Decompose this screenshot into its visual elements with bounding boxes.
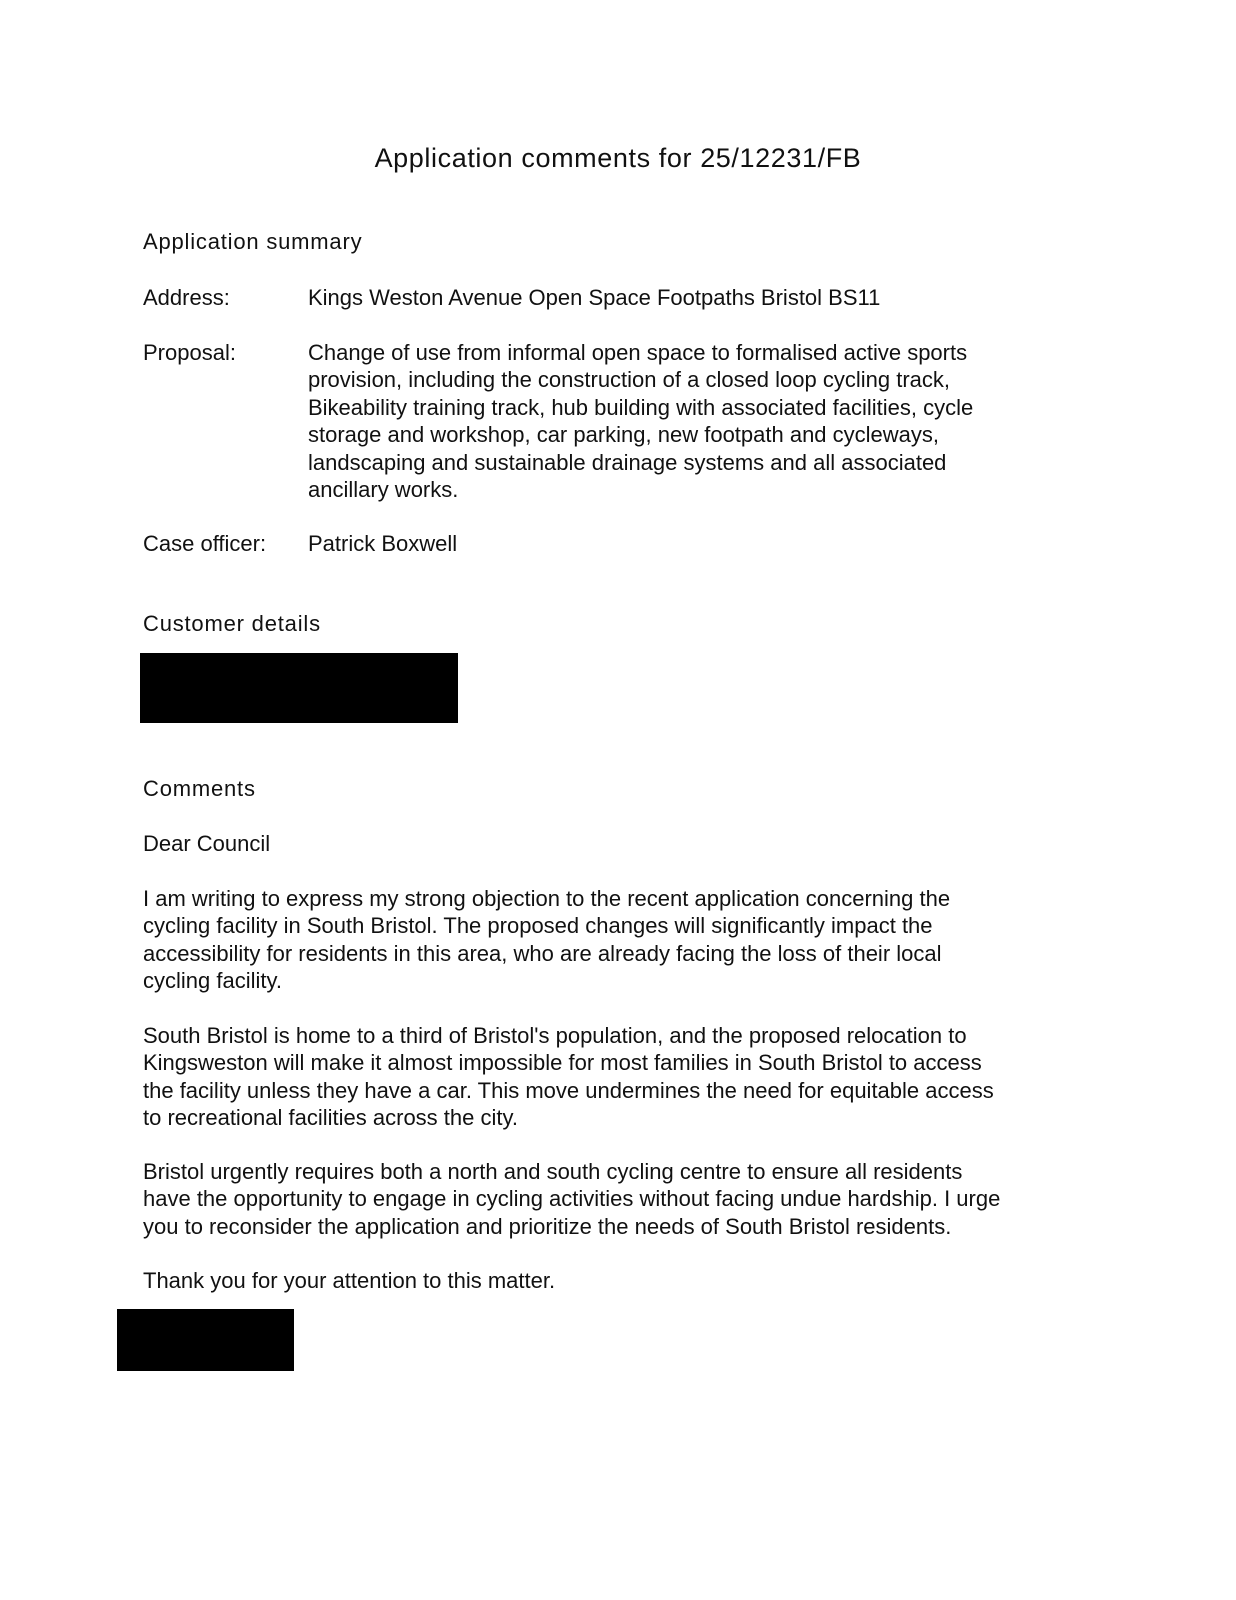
- proposal-line: provision, including the construction of a closed loop cycling track,: [308, 367, 951, 393]
- comments-heading: Comments: [143, 776, 256, 801]
- proposal-line: storage and workshop, car parking, new footpath and cycleways,: [308, 422, 940, 448]
- customer-details-heading: Customer details: [143, 611, 321, 636]
- salutation: Dear Council: [143, 831, 271, 856]
- paragraph-line: South Bristol is home to a third of Bristol's population, and the proposed relocation to: [143, 1023, 967, 1048]
- case-officer-value: Patrick Boxwell: [308, 531, 458, 556]
- paragraph-line: cycling facility.: [143, 968, 282, 994]
- paragraph-line: the facility unless they have a car. This move undermines the need for equitable access: [143, 1077, 994, 1103]
- paragraph-line: cycling facility in South Bristol. The proposed changes will significantly impact the: [143, 913, 933, 939]
- address-label: Address:: [143, 285, 230, 310]
- application-summary-heading: Application summary: [143, 229, 363, 254]
- paragraph-line: accessibility for residents in this area, who are already facing the loss of their local: [143, 940, 942, 966]
- page-title: Application comments for 25/12231/FB: [374, 143, 862, 173]
- paragraph-line: you to reconsider the application and prioritize the needs of South Bristol residents.: [143, 1213, 952, 1239]
- comment-paragraph-1: [143, 885, 1083, 995]
- address-value: Kings Weston Avenue Open Space Footpaths Bristol BS11: [308, 285, 881, 310]
- proposal-line: ancillary works.: [308, 477, 459, 503]
- proposal-value: [308, 339, 1068, 503]
- proposal-line: landscaping and sustainable drainage systems and all associated: [308, 449, 947, 475]
- case-officer-label: Case officer:: [143, 531, 267, 556]
- comment-paragraph-2: [143, 1022, 1083, 1132]
- proposal-line: Change of use from informal open space to formalised active sports: [308, 340, 968, 365]
- paragraph-line: have the opportunity to engage in cycling activities without facing undue hardship. I urge: [143, 1186, 1001, 1212]
- signature-redaction: [117, 1309, 294, 1371]
- customer-details-redaction: [140, 653, 458, 723]
- proposal-label: Proposal:: [143, 340, 236, 365]
- paragraph-line: I am writing to express my strong objection to the recent application concerning the: [143, 886, 951, 911]
- paragraph-line: to recreational facilities across the city.: [143, 1105, 518, 1131]
- comment-paragraph-3: [143, 1158, 1083, 1240]
- paragraph-line: Bristol urgently requires both a north and south cycling centre to ensure all residents: [143, 1159, 963, 1184]
- paragraph-line: Kingsweston will make it almost impossible for most families in South Bristol to access: [143, 1050, 982, 1076]
- proposal-line: Bikeability training track, hub building with associated facilities, cycle: [308, 394, 974, 420]
- closing-line: Thank you for your attention to this matter.: [143, 1268, 556, 1293]
